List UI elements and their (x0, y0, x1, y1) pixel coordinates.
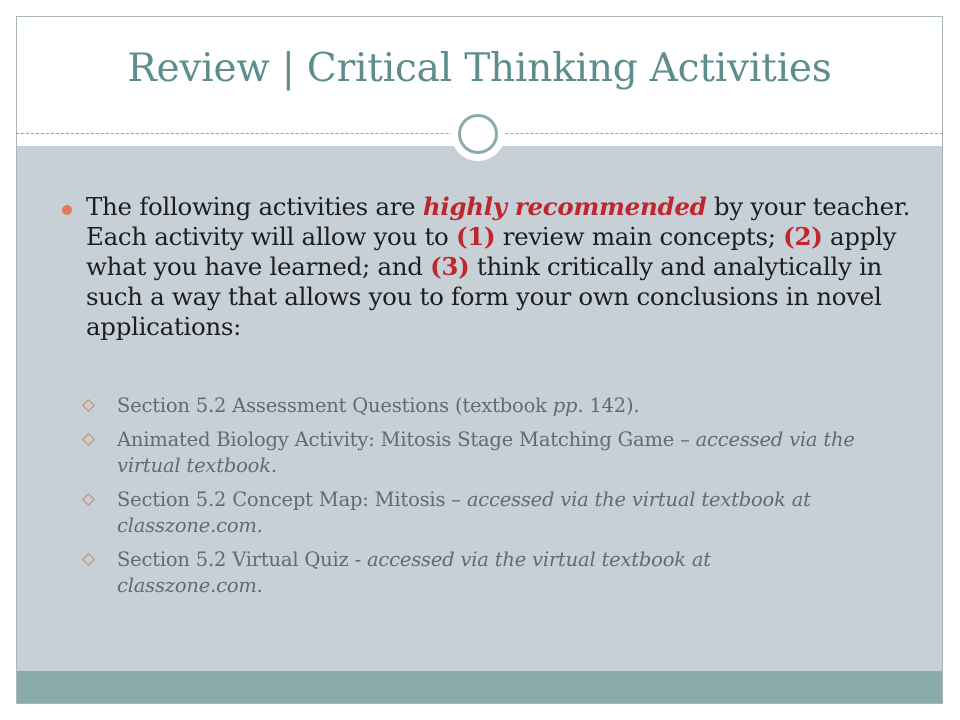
diamond-bullet-icon (82, 553, 95, 566)
list-item (82, 427, 862, 479)
intro-emphasis: highly recommended (422, 192, 707, 221)
round-bullet-icon (62, 205, 72, 215)
item-text: Section 5.2 Assessment Questions (textbook (117, 394, 553, 417)
intro-number-2: (2) (783, 222, 823, 251)
activity-list (82, 393, 862, 607)
ring-icon (451, 107, 505, 161)
item-italic: accessed via the virtual textbook at classzone.com. (117, 548, 711, 597)
list-item (82, 547, 862, 599)
list-item (82, 487, 862, 539)
intro-text-5: think critically and analytically in such a way that allows you to form your own conclusions in novel applications: (86, 252, 883, 341)
diamond-bullet-icon (82, 433, 95, 446)
footer-bar (17, 671, 942, 703)
item-text: Section 5.2 Virtual Quiz - (117, 548, 367, 571)
item-italic: accessed via the virtual textbook. (117, 428, 855, 477)
diamond-bullet-icon (82, 399, 95, 412)
intro-text-2: by your teacher. Each activity will allow you to (86, 192, 911, 251)
intro-number-1: (1) (455, 222, 496, 251)
item-italic: pp (552, 394, 578, 417)
intro-text-4: apply what you have learned; and (86, 222, 897, 281)
item-italic: accessed via the virtual textbook at classzone.com. (117, 488, 811, 537)
item-text-end: . 142). (577, 394, 640, 417)
intro-number-3: (3) (430, 252, 470, 281)
slide-title: Review | Critical Thinking Activities (127, 46, 832, 91)
diamond-bullet-icon (82, 493, 95, 506)
intro-text-1: The following activities are (86, 192, 423, 221)
intro-paragraph (86, 192, 916, 342)
list-item (82, 393, 862, 419)
item-text: Section 5.2 Concept Map: Mitosis – (117, 488, 467, 511)
intro-text-3: review main concepts; (495, 222, 784, 251)
item-text: Animated Biology Activity: Mitosis Stage Matching Game – (117, 428, 696, 451)
